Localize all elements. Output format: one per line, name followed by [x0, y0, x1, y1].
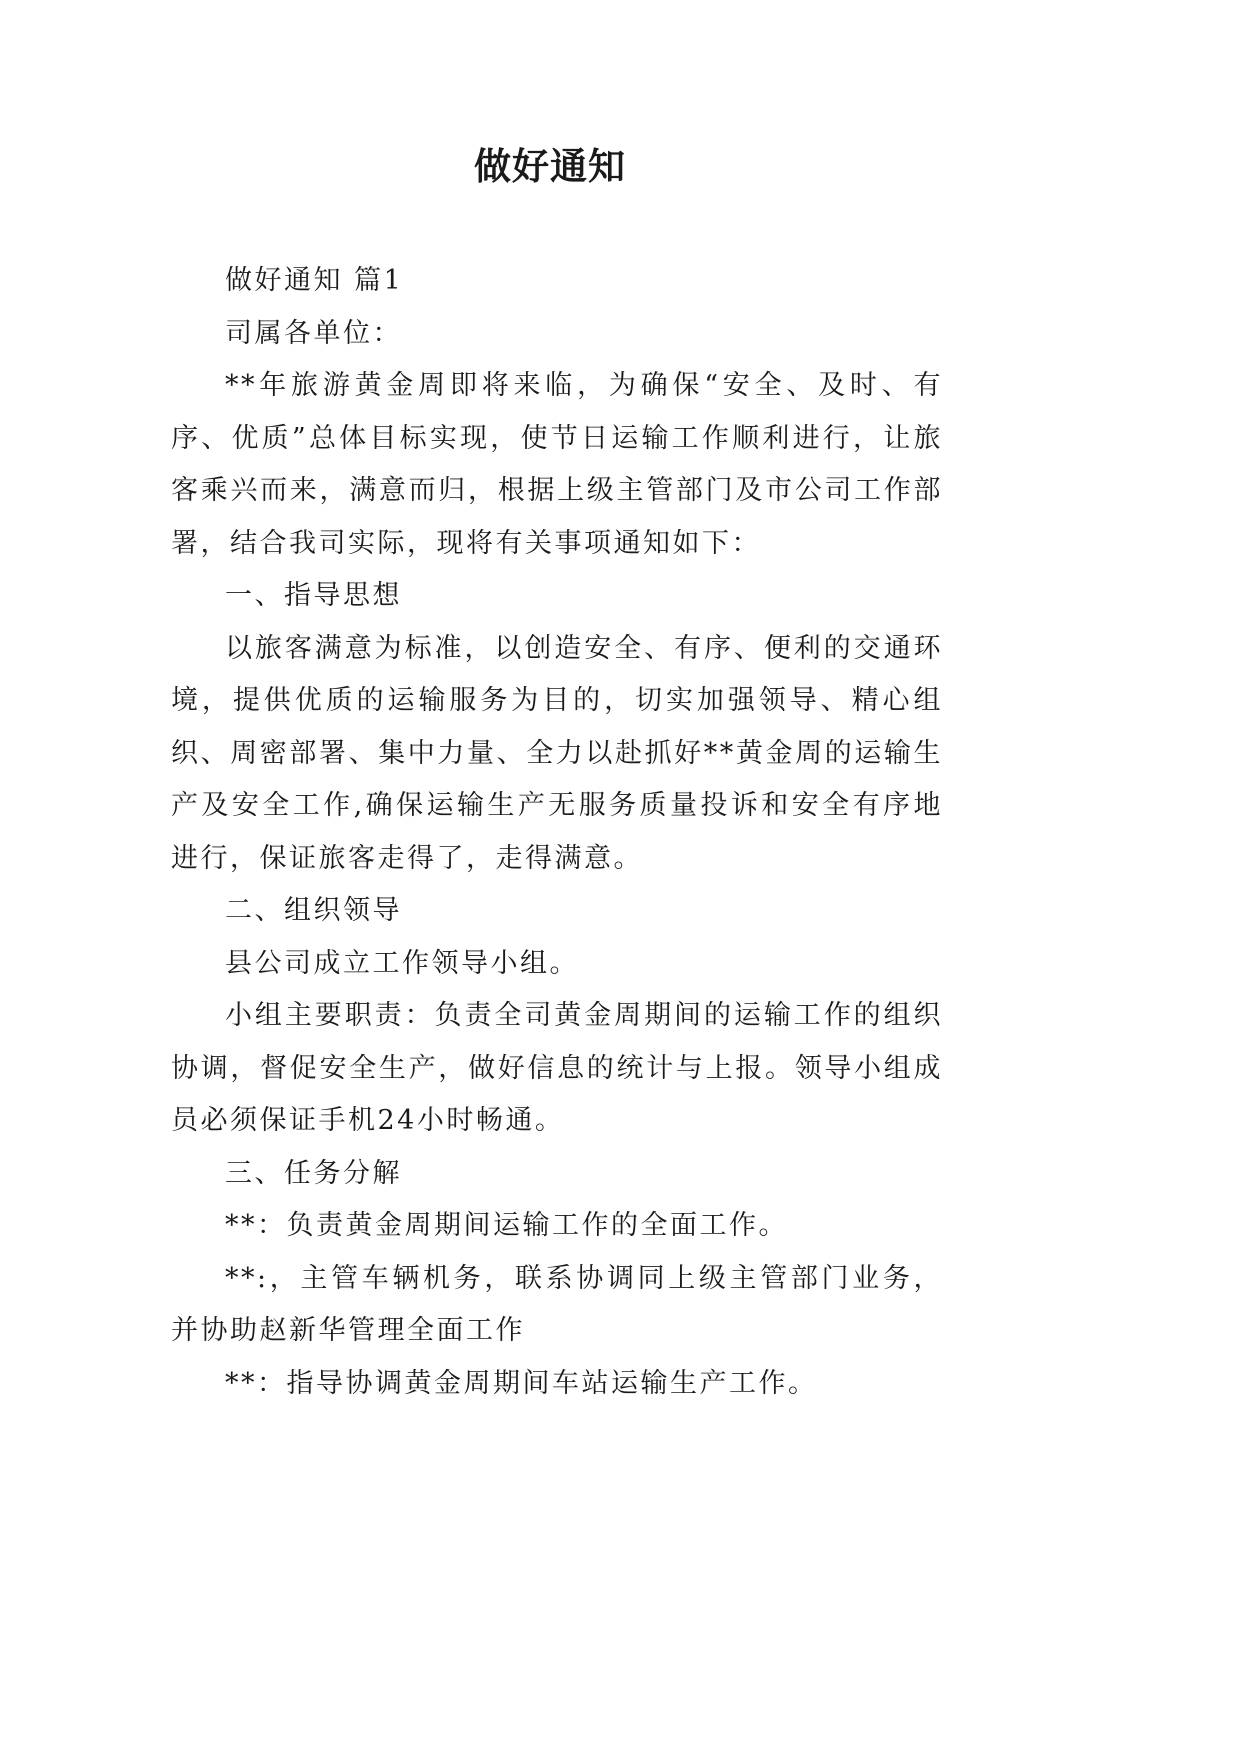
intro-paragraph: **年旅游黄金周即将来临，为确保“安全、及时、有序、优质”总体目标实现，使节日运输工作顺利进行，让旅客乘兴而来，满意而归，根据上级主管部门及市公司工作部署，结合我司实际，现将有关事项通知如下：	[171, 370, 943, 559]
document-body	[171, 255, 943, 1410]
salutation: 司属各单位：	[225, 317, 402, 349]
task-item: **:，主管车辆机务，联系协调同上级主管部门业务，并协助赵新华管理全面工作	[171, 1262, 943, 1346]
heading-guiding-ideology: 一、指导思想	[225, 580, 402, 611]
group-duties-paragraph: 小组主要职责：负责全司黄金周期间的运输工作的组织协调，督促安全生产，做好信息的统计与上报。领导小组成员必须保证手机24小时畅通。	[171, 1000, 943, 1136]
guiding-ideology-paragraph: 以旅客满意为标准，以创造安全、有序、便利的交通环境，提供优质的运输服务为目的，切实加强领导、精心组织、周密部署、集中力量、全力以赴抓好**黄金周的运输生产及安全工作,确保运输生产无服务质量投诉和安全有序地进行，保证旅客走得了，走得满意。	[171, 632, 943, 874]
heading-organization: 二、组织领导	[225, 895, 402, 926]
heading-task-division: 三、任务分解	[225, 1157, 402, 1189]
document-title: 做好通知	[474, 144, 626, 188]
task-item: **：负责黄金周期间运输工作的全面工作。	[225, 1210, 788, 1241]
organization-paragraph: 县公司成立工作领导小组。	[225, 947, 579, 979]
section-heading: 做好通知 篇1	[225, 265, 404, 296]
task-item: **：指导协调黄金周期间车站运输生产工作。	[225, 1367, 818, 1399]
